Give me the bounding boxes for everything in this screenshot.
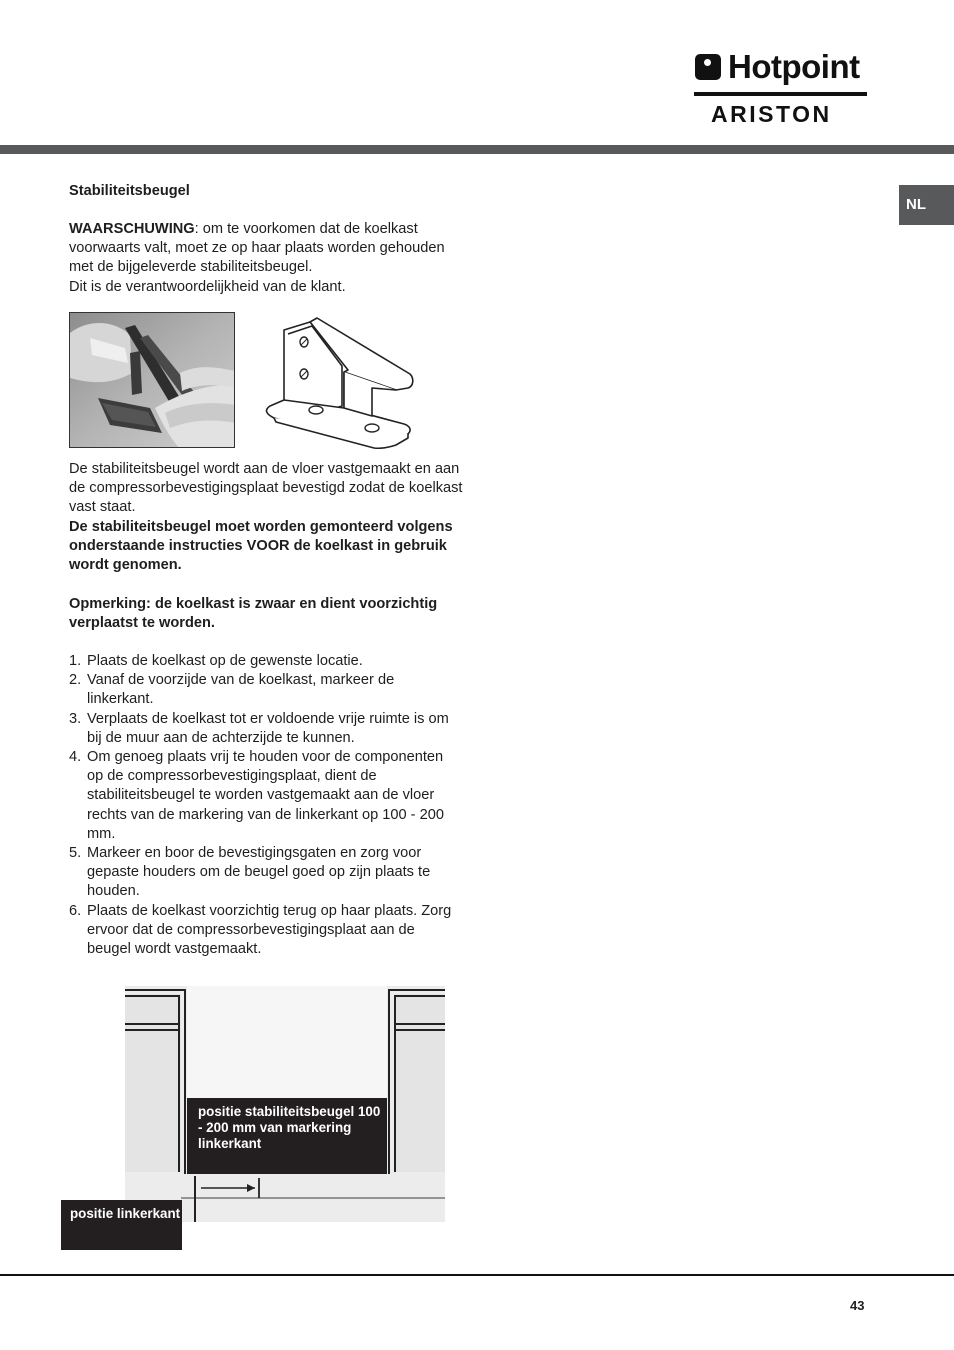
warning-label: WAARSCHUWING [69, 221, 195, 237]
logo-sub-brand: ARISTON [711, 101, 832, 127]
callout-bracket-position: positie stabiliteitsbeugel 100 - 200 mm van markering linkerkant [187, 1098, 387, 1174]
list-item: 5. Markeer en boor de bevestigingsgaten en zorg voor gepaste houders om de beugel goed op zijn plaats te houden. [69, 845, 431, 900]
responsibility-text: Dit is de verantwoordelijkheid van de klant. [69, 278, 346, 295]
list-item: 6. Plaats de koelkast voorzichtig terug op haar plaats. Zorg ervoor dat de compressorbevestigingsplaat aan de beugel wordt vastgemaakt. [69, 902, 452, 958]
page-number: 43 [850, 1298, 865, 1313]
list-item: 4. Om genoeg plaats vrij te houden voor de componenten op de compressorbevestigingsplaat, dient de stabiliteitsbeugel te worden vastgemaakt aan de vloer rechts van de markering van de linkerkant op 100 - 200 mm. [69, 749, 444, 842]
warning-paragraph [69, 220, 469, 297]
warning-text: : om te voorkomen dat de koelkast voorwaarts valt, moet ze op haar plaats worden gehouden met de bijgeleverde stabiliteitsbeugel. [69, 221, 445, 276]
weight-note: Opmerking: de koelkast is zwaar en dient voorzichtig verplaatst te worden. [69, 596, 438, 632]
bracket-description: De stabiliteitsbeugel wordt aan de vloer vastgemaakt en aan de compressorbevestigingsplaat bevestigd zodat de koelkast vast staat. [69, 461, 463, 516]
footer-rule [0, 1274, 954, 1276]
logo-rule [694, 92, 867, 96]
mounting-instruction: De stabiliteitsbeugel moet worden gemonteerd volgens onderstaande instructies VOOR de koelkast in gebruik wordt genomen. [69, 519, 453, 574]
list-item: 3. Verplaats de koelkast tot er voldoende vrije ruimte is om bij de muur aan de achterzijde te kunnen. [69, 710, 449, 746]
bracket-photo [69, 312, 235, 448]
logo-brand: Hotpoint [728, 48, 860, 85]
bracket-photo-image [70, 313, 235, 448]
callout-left-side: positie linkerkant [61, 1200, 182, 1250]
bracket-drawing-image [262, 312, 418, 452]
section-title: Stabiliteitsbeugel [69, 183, 190, 199]
list-item: 1. Plaats de koelkast op de gewenste locatie. [69, 653, 363, 669]
header-bar [0, 145, 954, 154]
bracket-drawing [262, 312, 418, 452]
installation-steps [69, 652, 459, 959]
language-tab: NL [899, 185, 954, 225]
list-item: 2. Vanaf de voorzijde van de koelkast, markeer de linkerkant. [69, 672, 395, 708]
hotpoint-ariston-logo [694, 48, 868, 127]
logo-mark-icon [695, 54, 721, 80]
